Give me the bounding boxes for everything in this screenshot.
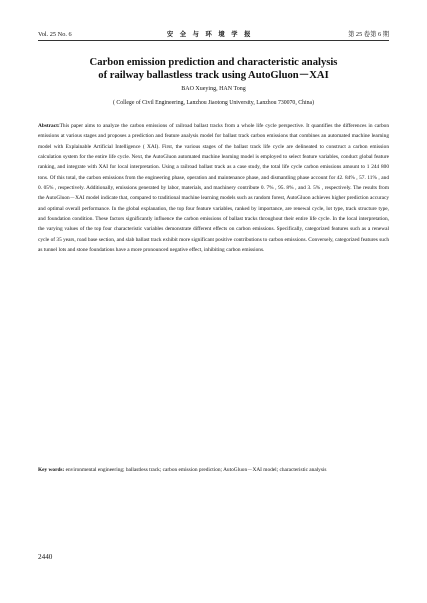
abstract-label: Abstract: bbox=[38, 123, 60, 129]
affiliation: ( College of Civil Engineering, Lanzhou Jiaotong University, Lanzhou 730070, China) bbox=[112, 100, 315, 106]
running-header bbox=[38, 29, 389, 38]
keywords-text: environmental engineering; ballastless track; carbon emission prediction; AutoGluon－XAI model; characteristic analysis bbox=[64, 467, 327, 473]
keywords-label: Key words: bbox=[38, 467, 65, 473]
header-rule bbox=[38, 40, 389, 41]
journal-name: 安 全 与 环 境 学 报 bbox=[166, 31, 253, 38]
keywords bbox=[38, 465, 389, 475]
title-line-1: Carbon emission prediction and characteristic analysis bbox=[89, 57, 338, 68]
abstract-text: This paper aims to analyze the carbon emissions of railroad ballast tracks from a whole life cycle perspective. It quantifies the differences in carbon emissions at various stages and proposes a prediction and feature analysis model for ballast track carbon emissions that combines an automated machine learning model with Explainable Artificial Intelligence ( XAI). First, the various stages of the ballast track life cycle are delineated to construct a carbon emission calculation system for the entire life cycle. Next, the AutoGluon automated machine learning model is employed to select feature variables, conduct global feature ranking, and integrate with XAI for local interpretation. Using a railroad ballast track as a case study, the total life cycle carbon emissions amount to 1 244 800 tons. Of this total, the carbon emissions from the engineering phase, operation and maintenance phase, and dismantling phase account for 42. 84% , 57. 11% , and 0. 05% , respectively. Additionally, emissions generated by labor, materials, and machinery contribute 0. 7% , 95. 8% , and 3. 5% , respectively. The results from the AutoGluon－XAI model indicate that, compared to traditional machine learning models such as random forest, AutoGluon achieves higher prediction accuracy and optimal overall performance. In the global explanation, the top four feature variables, ranked by importance, are renewal cycle, lot type, track structure type, and foundation condition. These factors significantly influence the carbon emissions of ballast tracks throughout their entire life cycle. In the local interpretation, the varying values of the top four characteristic variables demonstrate different effects on carbon emissions. Specifically, categorized features such as a renewal cycle of 35 years, road base section, and slab ballast track exhibit more significant positive contributions to carbon emissions. Conversely, categorized features such as tunnel lots and stone foundations have a more pronounced negative effect, inhibiting carbon emissions. bbox=[38, 123, 389, 254]
authors: BAO Xueying, HAN Tong bbox=[181, 86, 246, 92]
paper-title bbox=[38, 56, 389, 82]
volume-issue: Vol. 25 No. 6 bbox=[38, 31, 72, 38]
abstract bbox=[38, 121, 389, 255]
volume-issue-cn: 第 25 卷第 6 期 bbox=[348, 31, 389, 38]
page-number: 2440 bbox=[38, 553, 53, 561]
title-line-2: of railway ballastless track using AutoGluon－XAI bbox=[98, 70, 329, 81]
